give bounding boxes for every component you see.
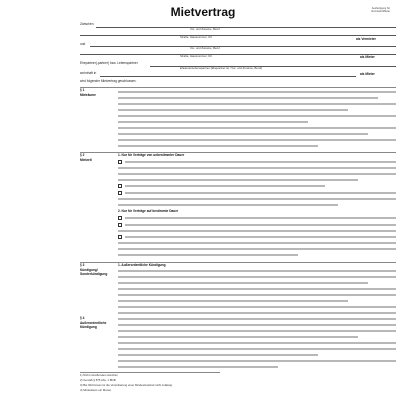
footnote-1: 1) Nicht zutreffendes streichen [80, 373, 118, 377]
text-line [118, 318, 396, 320]
landlord-name-line [96, 27, 396, 28]
text-line [125, 185, 325, 187]
section-2-subtitle-a: 1. Nur für Verträge von unbestimmter Dauer [118, 153, 185, 157]
tenant-street-caption: Straße, Hausnummer, Ort [180, 54, 213, 58]
tenant-name-line [90, 46, 396, 47]
section-2-heading: Mietzeit [80, 158, 92, 162]
text-line [118, 127, 396, 129]
landlord-street-line [80, 35, 396, 36]
landlord-street-caption: Straße, Hausnummer, Ort [180, 35, 213, 39]
partner-caption: Eheleute/Lebenspartner (Ehepartner ist / Vor- und Zuname, Beruf) [180, 66, 263, 70]
section-2-subtitle-b: 2. Nur für Verträge auf bestimmte Dauer [118, 209, 179, 213]
text-line [118, 167, 396, 169]
checkbox[interactable] [118, 184, 122, 188]
and-label: und [80, 42, 86, 46]
text-line [118, 230, 396, 232]
text-line [125, 217, 396, 219]
checkbox[interactable] [118, 191, 122, 195]
tenant-role: als Mieter [360, 55, 375, 59]
text-line [118, 254, 298, 256]
checkbox[interactable] [118, 160, 122, 164]
section-2-number: § 2 [80, 153, 85, 157]
section-1-heading: Mieträume [80, 93, 96, 97]
text-line [118, 97, 378, 99]
text-line [118, 276, 396, 278]
tenant-street-line [80, 54, 396, 55]
resident-label: wohnhaft in [80, 71, 97, 75]
text-line [118, 109, 348, 111]
footnote-2: 2) Gemäß § 575 Abs. 1 BGB [80, 378, 116, 382]
section-1-number: § 1 [80, 88, 85, 92]
text-line [118, 330, 396, 332]
text-line [118, 366, 278, 368]
text-line [118, 103, 396, 105]
section-3-heading: Kündigung/ Sonderkündigung [80, 268, 108, 276]
section-4-heading: Außerordentliche Kündigung [80, 321, 107, 329]
text-line [118, 139, 396, 141]
contract-note: wird folgender Mietvertrag geschlossen: [80, 79, 137, 83]
text-line [118, 306, 396, 308]
text-line [118, 121, 308, 123]
text-line [118, 294, 396, 296]
text-line [118, 179, 358, 181]
checkbox[interactable] [118, 223, 122, 227]
resident-line [100, 76, 356, 77]
text-line [118, 360, 396, 362]
text-line [118, 336, 358, 338]
landlord-name-caption: Vor- und Zuname, Beruf [190, 27, 220, 31]
section-4-number: § 4 [80, 316, 85, 320]
text-line [118, 288, 396, 290]
text-line [118, 204, 338, 206]
text-line [118, 300, 348, 302]
landlord-role: als Vermieter [356, 37, 376, 41]
text-line [118, 354, 318, 356]
text-line [118, 324, 396, 326]
text-line [118, 270, 396, 272]
text-line [118, 342, 396, 344]
text-line [118, 173, 396, 175]
text-line [118, 248, 396, 250]
checkbox[interactable] [118, 216, 122, 220]
spouse-label: Ehepartner(-partner) bzw. Lebenspartner [80, 61, 138, 65]
text-line [118, 198, 396, 200]
copy-note: Ausfertigung für Vermieter/Mieter [370, 7, 390, 14]
section-3-number: § 3 [80, 263, 85, 267]
text-line [125, 161, 396, 163]
footnote-3: 3) Bei Wohnraum ist die Vereinbarung einer Mindestmietzeit nicht zulässig [80, 383, 172, 387]
text-line [125, 224, 396, 226]
text-line [118, 91, 396, 93]
text-line [118, 348, 396, 350]
checkbox[interactable] [118, 235, 122, 239]
text-line [118, 242, 396, 244]
tenant-name-caption: Vor- und Zuname, Beruf [190, 46, 220, 50]
divider-top [80, 87, 396, 88]
text-line [118, 145, 318, 147]
footnote-4: 4) Mindestens ein Monat [80, 388, 111, 392]
both-tenants-role: als Mieter [360, 72, 375, 76]
text-line [118, 312, 396, 314]
section-3-subtitle: 1. Außerordentliche Kündigung [118, 263, 166, 267]
text-line [125, 236, 396, 238]
text-line [118, 133, 368, 135]
text-line [125, 192, 396, 194]
between-label: Zwischen [80, 22, 94, 26]
document-title: Mietvertrag [170, 5, 236, 19]
text-line [118, 115, 396, 117]
text-line [118, 282, 368, 284]
